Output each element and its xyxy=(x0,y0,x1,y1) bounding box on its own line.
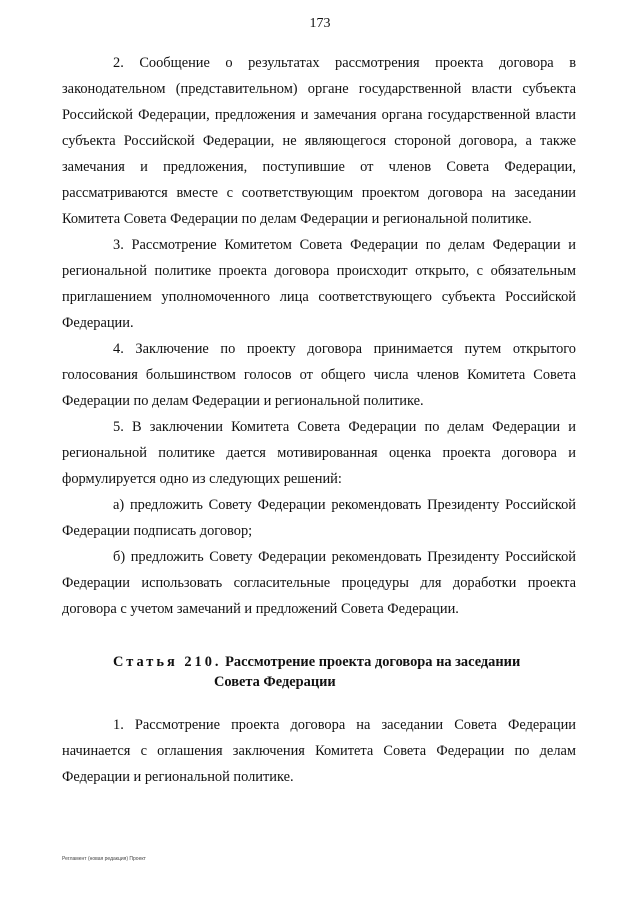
article-title-line1: Рассмотрение проекта договора на заседании xyxy=(225,654,521,670)
article-heading-line1 xyxy=(62,652,576,672)
paragraph-clause-5: 5. В заключении Комитета Совета Федерации по делам Федерации и региональной политике дается мотивированная оценка проекта договора и формулируется одно из следующих решений: xyxy=(62,419,576,487)
paragraph-clause-2: 2. Сообщение о результатах рассмотрения проекта договора в законодательном (представительном) органе государственной власти субъекта Российской Федерации, предложения и замечания органа государственной власти субъекта Российской Федерации, не являющегося стороной договора, а также замечания и предложения, поступившие от членов Совета Федерации, рассматриваются вместе с соответствующим проектом договора на заседании Комитета Совета Федерации по делам Федерации и региональной политике. xyxy=(62,55,576,227)
article-heading xyxy=(62,652,576,692)
paragraph-option-a: а) предложить Совету Федерации рекомендовать Президенту Российской Федерации подписать договор; xyxy=(62,497,576,539)
paragraph-clause-3: 3. Рассмотрение Комитетом Совета Федерации по делам Федерации и региональной политике проекта договора происходит открыто, с обязательным приглашением уполномоченного лица соответствующего субъекта Российской Федерации. xyxy=(62,237,576,331)
document-body xyxy=(62,50,576,790)
article-label: Статья 210. xyxy=(113,654,222,670)
article-title-line2: Совета Федерации xyxy=(214,674,336,690)
footer-note: Регламент (новая редакция) Проект xyxy=(62,856,146,862)
page-number: 173 xyxy=(309,16,331,31)
paragraph-clause-4: 4. Заключение по проекту договора принимается путем открытого голосования большинством голосов от общего числа членов Комитета Совета Федерации по делам Федерации и региональной политике. xyxy=(62,341,576,409)
paragraph-article-210-clause-1: 1. Рассмотрение проекта договора на заседании Совета Федерации начинается с оглашения заключения Комитета Совета Федерации по делам Федерации и региональной политике. xyxy=(62,717,576,785)
paragraph-option-b: б) предложить Совету Федерации рекомендовать Президенту Российской Федерации использовать согласительные процедуры для доработки проекта договора с учетом замечаний и предложений Совета Федерации. xyxy=(62,549,576,617)
